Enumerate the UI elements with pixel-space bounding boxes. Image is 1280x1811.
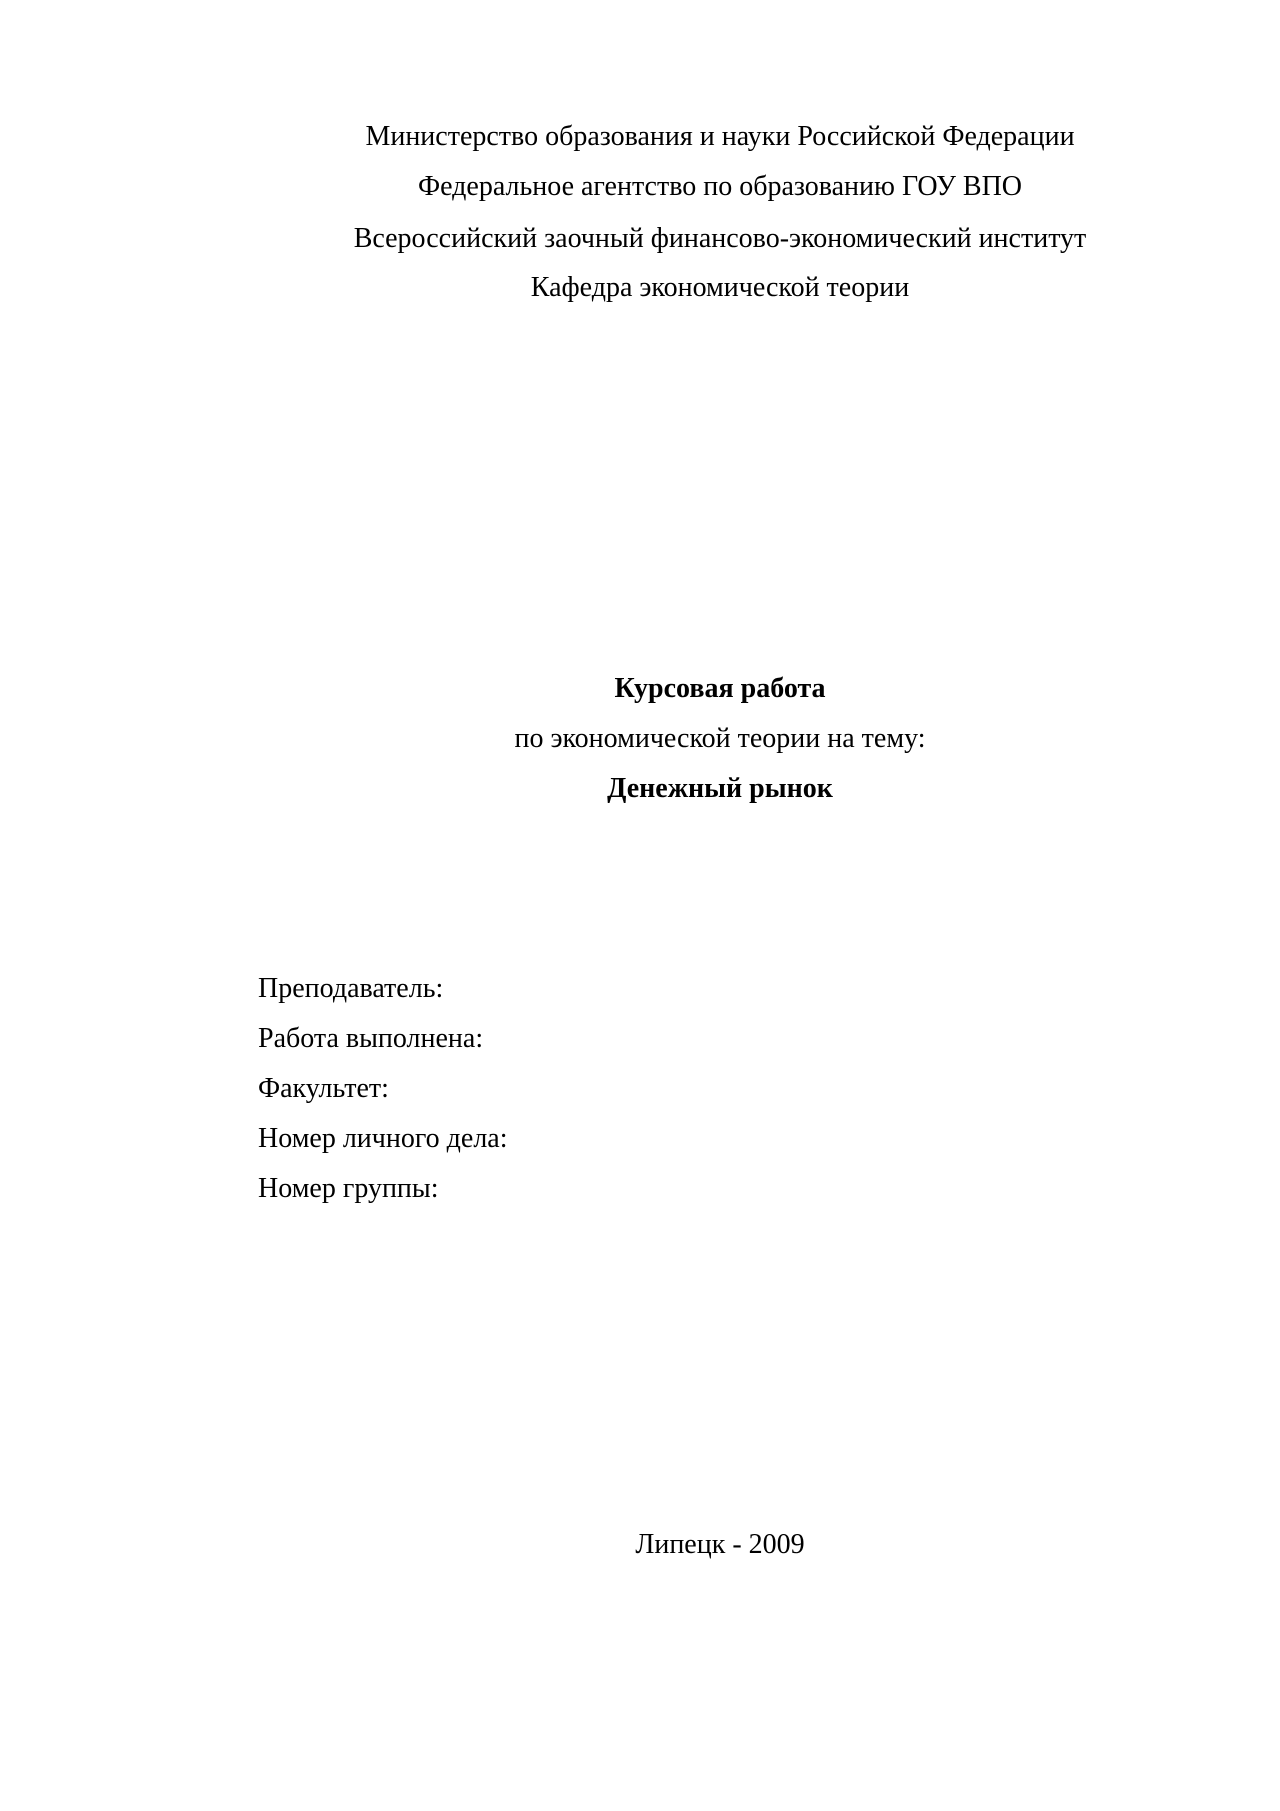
personal-file-number-label: Номер личного дела: [258,1123,508,1154]
group-number-label: Номер группы: [258,1173,439,1204]
subject-line: по экономической теории на тему: [514,723,926,754]
institute-line: Всероссийский заочный финансово-экономический институт [353,223,1087,254]
faculty-label: Факультет: [258,1073,389,1104]
ministry-line: Министерство образования и науки Российской Федерации [365,121,1075,152]
work-type-title: Курсовая работа [614,673,826,704]
city-year-footer: Липецк - 2009 [635,1529,805,1560]
completed-by-label: Работа выполнена: [258,1023,484,1054]
teacher-label: Преподаватель: [258,973,444,1004]
agency-line: Федеральное агентство по образованию ГОУ ВПО [417,171,1023,202]
department-line: Кафедра экономической теории [530,272,910,303]
topic-title: Денежный рынок [607,773,833,804]
